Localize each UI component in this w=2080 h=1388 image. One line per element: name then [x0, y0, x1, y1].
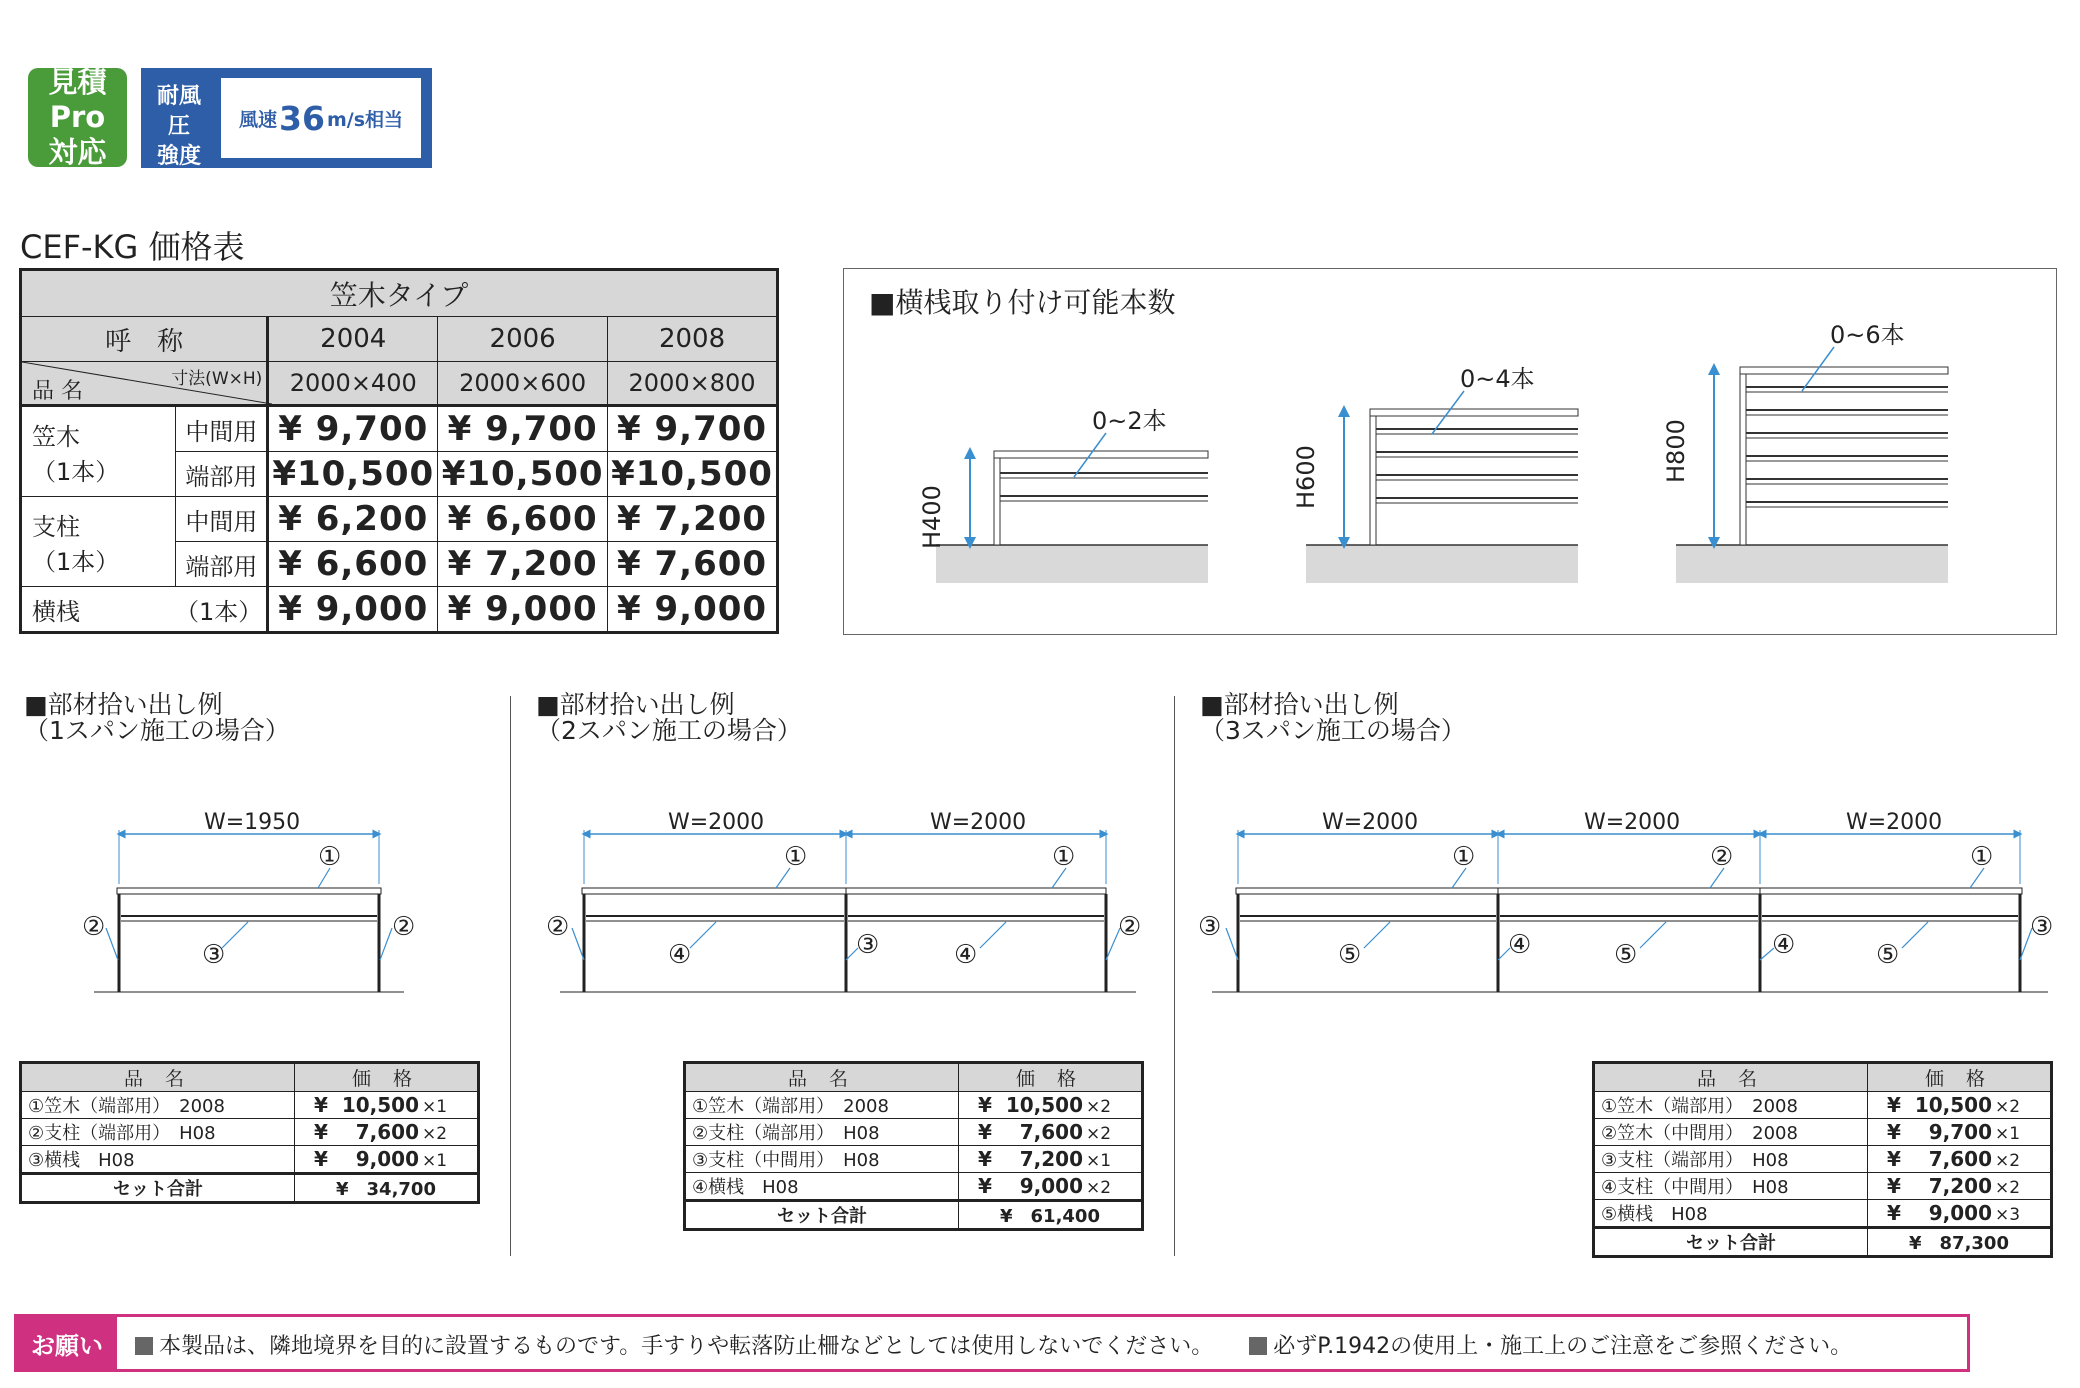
example-heading-3 — [1200, 692, 1466, 744]
item-name: ③支柱（端部用） H08 — [1594, 1146, 1868, 1173]
col-header: 品 名 — [21, 1063, 295, 1092]
heading-line: （1スパン施工の場合） — [24, 716, 290, 745]
item-name: ⑤横桟 H08 — [1594, 1200, 1868, 1228]
price-cell: ¥ 9,000 — [438, 587, 608, 633]
price-table — [19, 268, 779, 634]
total-label: セット合計 — [1594, 1228, 1868, 1257]
sub-label: 端部用 — [176, 542, 268, 587]
item-name: ②支柱（端部用） H08 — [21, 1119, 295, 1146]
item-name: ②支柱（端部用） H08 — [685, 1119, 959, 1146]
callout: ④ — [1772, 930, 1796, 960]
callout: ④ — [1508, 930, 1532, 960]
item-name: ③支柱（中間用） H08 — [685, 1146, 959, 1173]
price: 9,000 — [1019, 1174, 1083, 1198]
col-size: 2000×800 — [608, 362, 778, 406]
group-yokosan — [21, 587, 268, 633]
group-unit: （1本） — [32, 547, 120, 576]
total-value: ¥ 87,300 — [1868, 1228, 2052, 1257]
col-code: 2006 — [438, 317, 608, 362]
price: 10,500 — [1005, 1093, 1083, 1117]
price: 7,600 — [1019, 1120, 1083, 1144]
rail-count-box — [843, 268, 2057, 635]
notice-tag: お願い — [17, 1317, 117, 1369]
bullet-square-icon — [135, 1337, 153, 1355]
col-header: 価 格 — [1868, 1063, 2052, 1092]
callout: ② — [392, 912, 416, 942]
col-header: 価 格 — [295, 1063, 479, 1092]
price-cell: ¥ 9,700 — [268, 406, 438, 452]
span-diagrams — [0, 800, 2080, 1005]
price: 9,000 — [355, 1147, 419, 1171]
price-cell: ¥10,500 — [268, 452, 438, 497]
col-header: 価 格 — [959, 1063, 1143, 1092]
qty: ×1 — [1995, 1124, 2021, 1144]
yen: ¥ — [314, 1147, 328, 1171]
width-label: W=1950 — [204, 810, 301, 835]
col-code: 2008 — [608, 317, 778, 362]
col-code: 2004 — [268, 317, 438, 362]
price: 10,500 — [341, 1093, 419, 1117]
heading-line: ■部材拾い出し例 — [1200, 690, 1399, 719]
item-name: ①笠木（端部用） 2008 — [685, 1092, 959, 1119]
badge-line-2: 対応 — [48, 135, 107, 169]
price: 9,700 — [1928, 1120, 1992, 1144]
callout: ③ — [1198, 912, 1222, 942]
callout: ⑤ — [1338, 940, 1362, 970]
qty: ×1 — [422, 1151, 448, 1171]
qty: ×1 — [422, 1097, 448, 1117]
width-label: W=2000 — [930, 810, 1027, 835]
wind-label-1: 耐風圧 — [156, 84, 201, 139]
wind-strength-badge — [141, 68, 432, 168]
price-cell: ¥ 6,600 — [268, 542, 438, 587]
callout: ① — [1452, 842, 1476, 872]
price-cell: ¥ 6,200 — [268, 497, 438, 542]
rail-count-label: 0~6本 — [1830, 321, 1905, 349]
sub-label: 中間用 — [176, 497, 268, 542]
callout: ③ — [856, 930, 880, 960]
rail-count-label: 0~2本 — [1092, 407, 1167, 435]
height-label: H400 — [918, 485, 946, 549]
qty: ×2 — [1995, 1151, 2021, 1171]
price-cell: ¥10,500 — [608, 452, 778, 497]
callout: ① — [1052, 842, 1076, 872]
yen: ¥ — [314, 1120, 328, 1144]
width-label: W=2000 — [1846, 810, 1943, 835]
yen: ¥ — [978, 1147, 992, 1171]
callout: ① — [784, 842, 808, 872]
size-header: 寸法(W×H) — [171, 369, 263, 389]
bullet-square-icon — [1249, 1337, 1267, 1355]
yen: ¥ — [978, 1174, 992, 1198]
yen: ¥ — [1887, 1174, 1901, 1198]
sub-label: 端部用 — [176, 452, 268, 497]
heading-line: （2スパン施工の場合） — [536, 716, 802, 745]
group-shichu — [21, 497, 176, 587]
example-heading-2 — [536, 692, 802, 744]
price-cell: ¥ 6,600 — [438, 497, 608, 542]
price-cell: ¥ 9,000 — [268, 587, 438, 633]
price: 7,200 — [1928, 1174, 1992, 1198]
qty: ×2 — [1086, 1178, 1112, 1198]
diagram-h600 — [1306, 391, 1578, 583]
item-name: ②笠木（中間用） 2008 — [1594, 1119, 1868, 1146]
badge-line-1: 見積Pro — [48, 65, 107, 134]
price-cell: ¥ 7,200 — [608, 497, 778, 542]
diagram-h400 — [936, 433, 1208, 583]
item-name: ①笠木（端部用） 2008 — [21, 1092, 295, 1119]
callout: ② — [1118, 912, 1142, 942]
price: 10,500 — [1914, 1093, 1992, 1117]
notice-2: 必ずP.1942の使用上・施工上のご注意をご参照ください。 — [1273, 1334, 1853, 1359]
qty: ×3 — [1995, 1205, 2021, 1225]
callout: ② — [82, 912, 106, 942]
item-size-header — [21, 362, 268, 406]
example-table-3 — [1592, 1061, 2053, 1258]
qty: ×2 — [1086, 1124, 1112, 1144]
price: 9,000 — [1928, 1201, 1992, 1225]
width-label: W=2000 — [1584, 810, 1681, 835]
sub-label: 中間用 — [176, 406, 268, 452]
item-header: 品 名 — [32, 379, 83, 404]
price-cell: ¥ 7,600 — [608, 542, 778, 587]
item-name: ④支柱（中間用） H08 — [1594, 1173, 1868, 1200]
callout: ① — [318, 842, 342, 872]
group-kasagi — [21, 406, 176, 497]
col-header: 品 名 — [685, 1063, 959, 1092]
total-value: ¥ 34,700 — [295, 1174, 479, 1203]
example-heading-1 — [24, 692, 290, 744]
heading-line: ■部材拾い出し例 — [24, 690, 223, 719]
price: 7,600 — [355, 1120, 419, 1144]
notice-1: 本製品は、隣地境界を目的に設置するものです。手すりや転落防止柵などとしては使用しないでください。 — [159, 1334, 1214, 1359]
price-cell: ¥ 9,700 — [438, 406, 608, 452]
notice-bar — [14, 1314, 1970, 1372]
qty: ×1 — [1086, 1151, 1112, 1171]
price: 7,600 — [1928, 1147, 1992, 1171]
qty: ×2 — [422, 1124, 448, 1144]
item-name: ④横桟 H08 — [685, 1173, 959, 1201]
heading-line: ■部材拾い出し例 — [536, 690, 735, 719]
col-size: 2000×400 — [268, 362, 438, 406]
callout: ② — [546, 912, 570, 942]
item-name: ①笠木（端部用） 2008 — [1594, 1092, 1868, 1119]
page-title: CEF-KG 価格表 — [20, 228, 245, 266]
rail-count-title: ■横桟取り付け可能本数 — [869, 286, 1176, 319]
group-unit: （1本） — [175, 597, 263, 626]
col-header: 品 名 — [1594, 1063, 1868, 1092]
col-size: 2000×600 — [438, 362, 608, 406]
yen: ¥ — [1887, 1120, 1901, 1144]
wind-value: 36 — [279, 98, 325, 138]
wind-value-box — [221, 78, 421, 158]
qty: ×2 — [1086, 1097, 1112, 1117]
price-cell: ¥ 9,000 — [608, 587, 778, 633]
yen: ¥ — [1887, 1201, 1901, 1225]
span-diagram-1 — [94, 830, 404, 992]
callout: ③ — [2030, 912, 2054, 942]
width-label: W=2000 — [668, 810, 765, 835]
type-header: 笠木タイプ — [21, 270, 778, 317]
callout: ② — [1710, 842, 1734, 872]
group-unit: （1本） — [32, 457, 120, 486]
yen: ¥ — [1887, 1093, 1901, 1117]
example-table-2 — [683, 1061, 1144, 1231]
yen: ¥ — [978, 1120, 992, 1144]
height-label: H800 — [1662, 419, 1690, 483]
heading-line: （3スパン施工の場合） — [1200, 716, 1466, 745]
group-name: 横桟 — [32, 597, 80, 626]
callout: ① — [1970, 842, 1994, 872]
qty: ×2 — [1995, 1178, 2021, 1198]
callout: ④ — [668, 940, 692, 970]
diagram-h800 — [1676, 347, 1948, 583]
group-name: 支柱 — [32, 512, 80, 541]
height-label: H600 — [1292, 445, 1320, 509]
callout: ⑤ — [1876, 940, 1900, 970]
mitsumori-pro-badge — [28, 65, 127, 169]
notice-text — [135, 1329, 1852, 1360]
example-table-1 — [19, 1061, 480, 1204]
price-cell: ¥10,500 — [438, 452, 608, 497]
callout: ④ — [954, 940, 978, 970]
qty: ×2 — [1995, 1097, 2021, 1117]
group-name: 笠木 — [32, 422, 80, 451]
yen: ¥ — [314, 1093, 328, 1117]
price-cell: ¥ 9,700 — [608, 406, 778, 452]
span-diagram-2 — [560, 830, 1136, 992]
total-label: セット合計 — [685, 1201, 959, 1230]
total-value: ¥ 61,400 — [959, 1201, 1143, 1230]
width-label: W=2000 — [1322, 810, 1419, 835]
total-label: セット合計 — [21, 1174, 295, 1203]
item-name: ③横桟 H08 — [21, 1146, 295, 1174]
yen: ¥ — [978, 1093, 992, 1117]
wind-label-2: 強度 — [156, 144, 201, 169]
name-header: 呼 称 — [21, 317, 268, 362]
callout: ③ — [202, 940, 226, 970]
callout: ⑤ — [1614, 940, 1638, 970]
wind-prefix: 風速 — [239, 108, 278, 131]
wind-label — [147, 82, 211, 172]
rail-count-label: 0~4本 — [1460, 365, 1535, 393]
wind-suffix: m/s相当 — [326, 108, 403, 131]
price-cell: ¥ 7,200 — [438, 542, 608, 587]
price: 7,200 — [1019, 1147, 1083, 1171]
yen: ¥ — [1887, 1147, 1901, 1171]
